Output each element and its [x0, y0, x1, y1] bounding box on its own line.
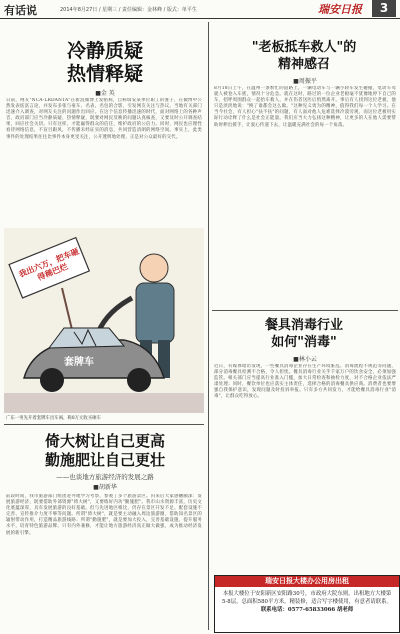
column-divider [208, 22, 209, 630]
article2-title-line1: 倚大树让自己更高 [44, 432, 165, 450]
notice-phone: 联系电话：0577-65833066 胡老师 [260, 607, 354, 613]
article1-title-line2: 热情释疑 [66, 63, 143, 85]
illustration-caption: 广东一男先开着套牌车出车祸，称8万元收买砸车 [6, 416, 101, 421]
article2-byline: ■胡新华 [93, 484, 117, 491]
page-number: 3 [372, 0, 396, 17]
article3-body: 8月18日上午，在温州一条繁忙的道路上，一辆电动车与一辆小轿车发生碰撞，电动车驾驶人被卷入车底，情况十分危急。就在这时，路过的一位企业老板毫不犹豫地停下自己的车，招呼周围群众一起抬车救人，并在伤者送医后悄然离开。事后有人找到这位老板，他只是淡淡地说："换了谁都会这么做。"这种见义勇为的精神，值得我们每一个人学习。在当今社会，有人担心"扶不扶"的问题，有人面对他人危难选择冷漠旁观，而这位老板用实际行动诠释了什么是社会正能量。我们应当大力弘扬这种精神，让更多的人在他人需要帮助时伸出援手，让爱心传递下去，让温暖充满社会的每一个角落。 [214, 86, 396, 128]
article3-title-line1: "老板抵车救人"的 [251, 40, 357, 55]
article4-title-line2: 如何"消毒" [271, 335, 337, 350]
sign-text: 我出六万，把车砸得稀巴烂 [17, 246, 81, 283]
notice-body [221, 590, 393, 614]
car-label: 套牌车 [64, 357, 94, 368]
notice-text: 本报大楼位于安阳新区安阳路30号，市政府大院东则，出租地方大楼第5-8层，总面积580平方米，精装修，适合写字楼使用，有意者请联系。 [222, 591, 392, 605]
section-rule-right [212, 310, 398, 311]
section-rule [4, 424, 204, 425]
article3-title-line2: 精神感召 [277, 57, 330, 72]
article3-byline: ■周振平 [293, 78, 317, 85]
section-title: 有话说 [4, 4, 37, 17]
article4-title-line1: 餐具消毒行业 [264, 318, 343, 333]
masthead [0, 0, 400, 19]
newspaper-logo: 瑞安日报 [318, 3, 362, 16]
rental-notice [214, 575, 400, 633]
cartoon-illustration [4, 228, 204, 413]
article4-body: 近日，有媒体暗访发现，一些餐具消毒企业存在生产环境脏乱、消毒流程不规范等问题，部分消毒餐具检测不合格，令人担忧。餐具消毒行业关乎千家万户的饮食安全，必须加强监管。相关部门应当提高行业准入门槛，加大日常检查和抽检力度，对不合格企业依法严肃处理；同时，餐饮单位也应落实主体责任，选择合格的消毒餐具供应商。消费者也要增强自我保护意识，发现问题及时投诉举报。只有多方共同发力，才能给餐具消毒行业"消毒"，让群众吃得放心。 [214, 364, 396, 400]
article1-body: 日前，网友"NCA-LRDANTA"在新浪微博上发帖称，自称瑞安某单位职工的妻子，在微博中公然发表炫富言论，并发布多张与豪车、名表、名包的合影，引发网友关注与热议。当地有关部门迅速介入调查，对网友关注的问题作出回应。在这个信息传播迅速的时代，面对网络上的各种声音，政府部门应当冷静质疑、热情释疑，既要对网民反映的问题认真核查，又要及时公开调查结果，回应社会关切。只有这样，才能赢得群众的信任，维护政府的公信力。同时，网民也应理性看待网络信息，不盲目跟风，不传播未经证实的消息，共同营造清朗的网络空间。事实上，此类事件的处理结果往往比事件本身更受关注，公开透明地处理，正是对公众最好的交代。 [6, 98, 202, 140]
dateline: 2014年8月27日 / 星期三 / 责任编辑：金林峰 / 版式：单平生 [60, 7, 197, 13]
article1-byline: ■金 英 [95, 90, 115, 97]
article2-title-line2: 勤施肥让自己更壮 [44, 451, 165, 469]
article2-body: 前段时间，我市旅游部门组团赴外地学习考察，参观了多个旅游景区。归来后大家感触颇深：发展旅游经济，既要借助外部资源"倚大树"，又要练好内功"勤施肥"。我市山水资源丰富，历史文化底蕴深厚，具有发展旅游的良好基础。但与先进地区相比，仍存在景区开发不足、配套设施不完善、宣传推介力度不够等问题。所谓"倚大树"，就是要主动融入周边旅游圈，借助知名景区的辐射带动作用，打造精品旅游线路；所谓"勤施肥"，就是要加大投入，完善基础设施，提升服务水平，培育特色旅游品牌。只有内外兼修，才能让地方旅游经济真正做大做强，成为推动经济发展的新引擎。 [6, 494, 202, 536]
cartoon-drawing [4, 228, 204, 413]
article2-subtitle: ——也谈地方旅游经济的发展之路 [56, 473, 154, 481]
article4-byline: ■林小云 [293, 356, 317, 363]
article1-title-line1: 冷静质疑 [66, 40, 143, 62]
notice-title: 瑞安日报大楼办公用房出租 [215, 576, 399, 587]
